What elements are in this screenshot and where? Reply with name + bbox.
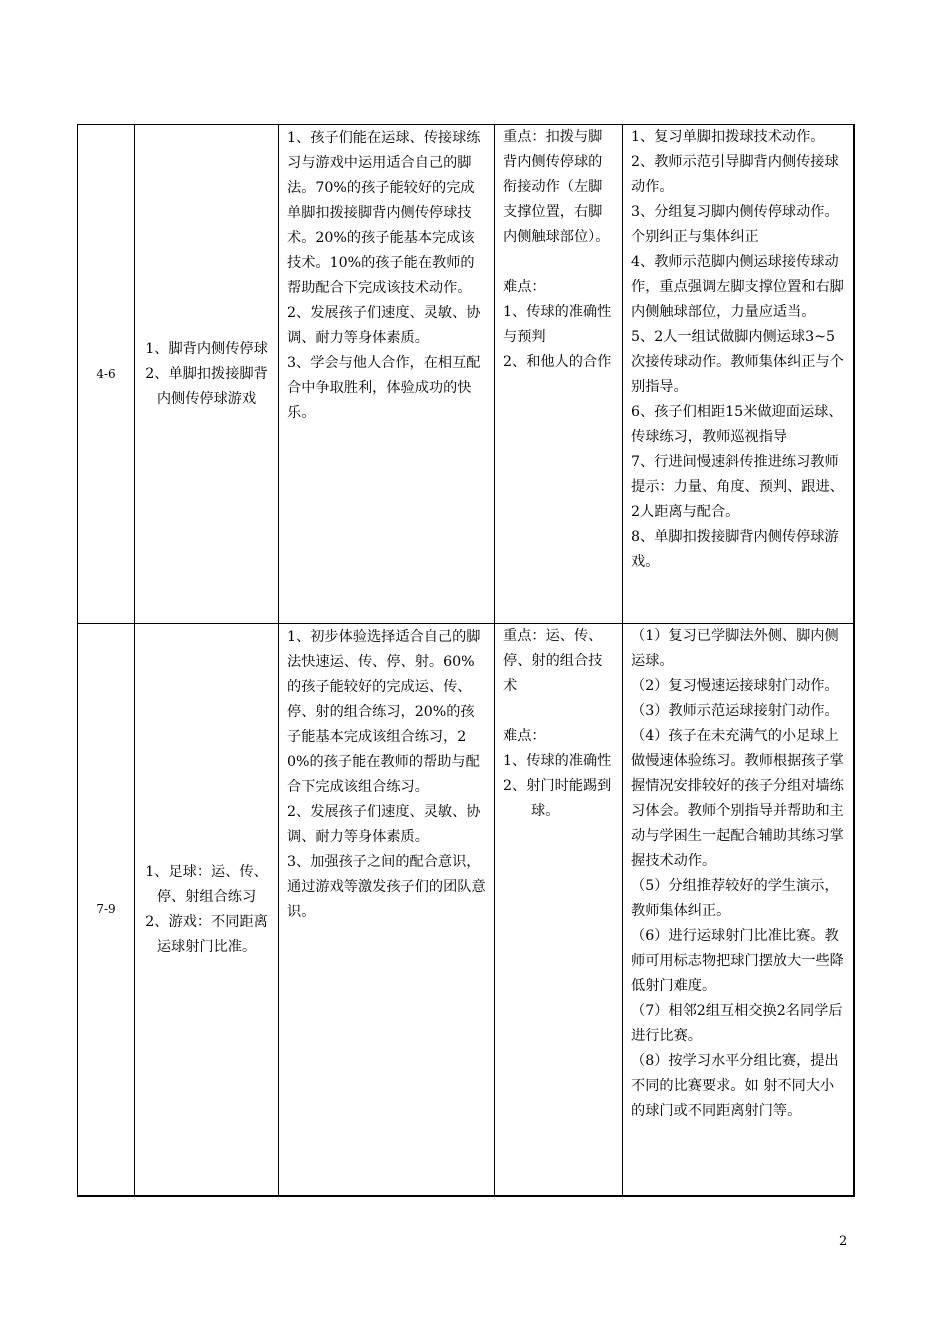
key-point: 重点：扣拨与脚背内侧传停球的衔接动作（左脚支撑位置，右脚内侧触球部位）。	[503, 129, 610, 245]
week-cell: 7-9	[78, 624, 135, 1197]
process-step: （2）复习慢速运接球射门动作。（3）教师示范运球接射门动作。	[631, 678, 839, 719]
content-cell	[135, 624, 279, 1197]
content-item: 2、单脚扣拨接脚背内侧传停球游戏	[145, 365, 268, 407]
content-item: 1、脚背内侧传停球	[145, 340, 268, 357]
goal-item: 1、初步体验选择适合自己的脚法快速运、传、停、射。60%的孩子能较好的完成运、传、停、射的组合练习，20%的孩子能基本完成该组合练习，20%的孩子能在教师的帮助与配合下完成该组合练习。	[287, 629, 481, 795]
page-number: 2	[839, 1234, 848, 1249]
process-step: 3、分组复习脚内侧传停球动作。个别纠正与集体纠正	[631, 204, 839, 245]
goals-cell	[279, 624, 495, 1197]
process-step: （4）孩子在未充满气的小足球上做慢速体验练习。教师根据孩子掌握情况安排较好的孩子分组对墙练习体会。教师个别指导并帮助和主动与学困生一起配合辅助其练习掌握技术动作。	[631, 728, 844, 869]
goal-item: 3、加强孩子之间的配合意识，通过游戏等激发孩子们的团队意识。	[287, 854, 486, 920]
goal-item: 2、发展孩子们速度、灵敏、协调、耐力等身体素质。	[287, 804, 481, 845]
difficulty-item: 2、射门时能踢到球。	[503, 778, 612, 819]
process-step: 4、教师示范脚内侧运球接传球动作，重点强调左脚支撑位置和右脚内侧触球部位，力量应适当。	[631, 254, 844, 320]
difficulty-label: 难点：	[503, 279, 546, 295]
key-point: 重点：运、传、停、射的组合技术	[503, 628, 603, 694]
process-cell	[623, 624, 854, 1197]
process-step: 7、行进间慢速斜传推进练习教师提示：力量、角度、预判、跟进、2人距离与配合。	[631, 454, 844, 520]
key-points-cell	[495, 125, 623, 624]
difficulty-label: 难点：	[503, 728, 546, 744]
process-cell	[623, 125, 854, 624]
process-step: 8、单脚扣拨接脚背内侧传停球游戏。	[631, 529, 839, 570]
process-step: 2、教师示范引导脚背内侧传接球动作。	[631, 154, 839, 195]
process-step: （5）分组推荐较好的学生演示，教师集体纠正。	[631, 878, 839, 919]
goal-item: 3、学会与他人合作，在相互配合中争取胜利，体验成功的快乐。	[287, 355, 481, 421]
key-points-cell	[495, 624, 623, 1197]
process-step: 1、复习单脚扣拨球技术动作。	[631, 129, 825, 145]
goals-cell	[279, 125, 495, 624]
goal-item: 1、孩子们能在运球、传接球练习与游戏中运用适合自己的脚法。70%的孩子能较好的完成单脚扣拨接脚背内侧传停球技术。20%的孩子能基本完成该技术。10%的孩子能在教师的帮助配合下完成该技术动作。	[287, 130, 481, 296]
content-item: 1、足球：运、传、停、射组合练习	[145, 863, 268, 905]
content-cell	[135, 125, 279, 624]
difficulty-item: 2、和他人的合作	[503, 354, 612, 370]
table-row	[78, 125, 854, 624]
content-item: 2、游戏：不同距离运球射门比准。	[145, 913, 268, 955]
goal-item: 2、发展孩子们速度、灵敏、协调、耐力等身体素质。	[287, 305, 481, 346]
process-step: （8）按学习水平分组比赛，提出不同的比赛要求。如 射不同大小的球门或不同距离射门等。	[631, 1053, 839, 1119]
process-step: （1）复习已学脚法外侧、脚内侧运球。	[631, 628, 839, 669]
week-cell: 4-6	[78, 125, 135, 624]
difficulty-item: 1、传球的准确性与预判	[503, 304, 612, 345]
process-step: 6、孩子们相距15米做迎面运球、传球练习，教师巡视指导	[631, 404, 843, 445]
process-step: （6）进行运球射门比准比赛。教师可用标志物把球门摆放大一些降低射门难度。	[631, 928, 844, 994]
difficulty-item: 1、传球的准确性	[503, 753, 612, 769]
process-step: 5、2人一组试做脚内侧运球3~5次接传球动作。教师集体纠正与个别指导。	[631, 329, 844, 395]
process-step: （7）相邻2组互相交换2名同学后进行比赛。	[631, 1003, 843, 1044]
table-row	[78, 624, 854, 1197]
lesson-plan-table	[77, 124, 855, 1197]
